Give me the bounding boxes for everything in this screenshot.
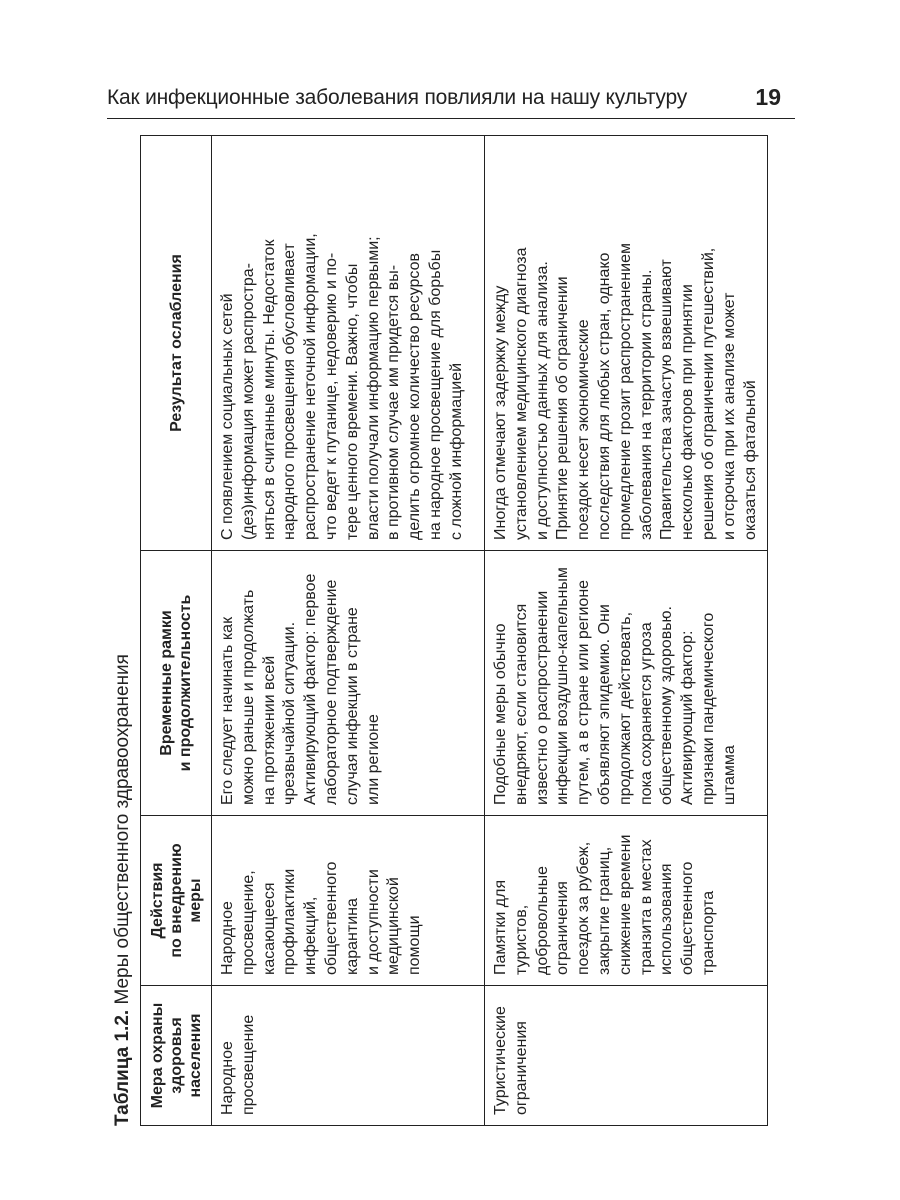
- table-caption: [108, 136, 138, 1126]
- running-header: [107, 82, 795, 119]
- cell-actions: Народное просвещение, касающееся профилактики инфекций, общественного карантина и доступности медицинской помощи: [212, 816, 485, 986]
- cell-actions: Памятки для туристов, добровольные ограничения поездок за рубеж, закрытие границ, снижение времени транзита в местах использования общественного транспорта: [485, 816, 768, 986]
- public-health-measures-table: [140, 135, 768, 1126]
- header-measure: Мера охраны здоровья населения: [141, 986, 212, 1126]
- rotated-table-block: [108, 136, 796, 1126]
- running-title: Как инфекционные заболевания повлияли на нашу культуру: [107, 86, 688, 109]
- cell-timeframe: Его следует начинать как можно раньше и продолжать на протяжении всей чрезвычайной ситуации. Активирующий фактор: первое лабораторное подтверждение случая инфекции в стране или регионе: [212, 551, 485, 816]
- table-header-row: [141, 136, 212, 1126]
- table-row: [212, 136, 485, 1126]
- table-row: [485, 136, 768, 1126]
- cell-measure: Народное просвещение: [212, 986, 485, 1126]
- cell-result: С появлением социальных сетей (дез)информация может распростра- няться в считанные минуты. Недостаток народного просвещения обусловливает распространение неточной информации, что ведет к путанице, недоверию и по- тере ценного времени. Важно, чтобы власти получали информацию первыми; в противном случае им придется вы- делить огромное количество ресурсов на народное просвещение для борьбы с ложной информацией: [212, 136, 485, 551]
- cell-timeframe: Подобные меры обычно внедряют, если становится известно о распространении инфекции воздушно-капельным путем, а в стране или регионе объявляют эпидемию. Они продолжают действовать, пока сохраняется угроза общественному здоровью. Активирующий фактор: признаки пандемического штамма: [485, 551, 768, 816]
- header-result: Результат ослабления: [141, 136, 212, 551]
- table-caption-label: Таблица 1.2.: [112, 1009, 133, 1126]
- cell-result: Иногда отмечают задержку между установлением медицинского диагноза и доступностью данных для анализа. Принятие решения об ограничении поездок несет экономические последствия для любых стран, однако промедление грозит распространением заболевания на территории страны. Правительства зачастую взвешивают несколько факторов при принятии решения об ограничении путешествий, и отсрочка при их анализе может оказаться фатальной: [485, 136, 768, 551]
- table-caption-text: Меры общественного здравоохранения: [112, 654, 133, 1005]
- cell-measure: Туристические ограничения: [485, 986, 768, 1126]
- header-timeframe: Временные рамки и продолжительность: [141, 551, 212, 816]
- page-number: 19: [755, 84, 781, 110]
- header-actions: Действия по внедрению меры: [141, 816, 212, 986]
